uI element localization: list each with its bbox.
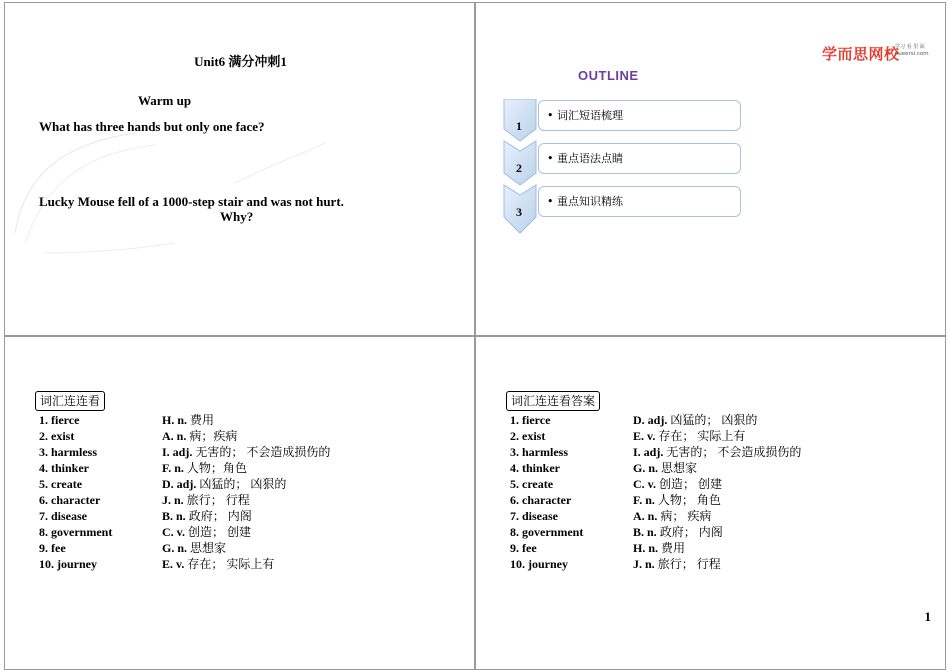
vocab-word: 7. disease: [510, 509, 558, 523]
vocab-row: [39, 556, 275, 572]
logo-text: 学而思网校: [822, 45, 900, 63]
vocab-row: [39, 412, 215, 428]
definition-meaning: 旅行； 行程: [657, 557, 721, 571]
vocab-definition: [633, 556, 721, 572]
page-number: 1: [924, 609, 931, 624]
definition-letter: C. v.: [633, 477, 657, 491]
definition-letter: H. n.: [162, 413, 188, 427]
definition-meaning: 人物；角色: [186, 461, 247, 475]
vocab-word: 5. create: [39, 477, 83, 491]
definition-meaning: 病； 疾病: [660, 509, 712, 523]
vocab-definition: [633, 508, 711, 524]
vocab-word: 4. thinker: [510, 461, 561, 475]
vocab-row: [510, 460, 698, 476]
vocab-row: [39, 524, 252, 540]
vocab-row: [510, 556, 721, 572]
definition-meaning: 创造； 创建: [659, 477, 723, 491]
vocab-word: 8. government: [510, 525, 584, 539]
outline-item-practice[interactable]: • 重点知识精练: [538, 186, 741, 217]
definition-letter: A. n.: [633, 509, 658, 523]
riddle-why: Why?: [220, 209, 254, 224]
slide-vocab-answers: [475, 336, 946, 670]
vocab-heading: 词汇连连看: [35, 391, 105, 411]
definition-meaning: 思想家: [190, 541, 227, 555]
definition-meaning: 存在； 实际上有: [658, 429, 746, 443]
definition-meaning: 无害的； 不会造成损伤的: [195, 445, 331, 459]
vocab-word: 3. harmless: [39, 445, 97, 459]
definition-meaning: 创造； 创建: [188, 525, 252, 539]
vocab-row: [39, 444, 331, 460]
vocab-answers-heading: 词汇连连看答案: [506, 391, 600, 411]
definition-meaning: 无害的； 不会造成损伤的: [666, 445, 802, 459]
vocab-definition: [162, 476, 286, 492]
vocab-definition: [162, 524, 251, 540]
definition-letter: I. adj.: [633, 445, 664, 459]
vocab-definition: [162, 412, 214, 428]
vocab-definition: [633, 476, 722, 492]
warm-up-heading: Warm up: [138, 93, 192, 108]
vocab-row: [510, 476, 723, 492]
definition-meaning: 凶猛的； 凶狠的: [199, 477, 287, 491]
definition-meaning: 人物； 角色: [657, 493, 721, 507]
definition-letter: J. n.: [162, 493, 184, 507]
vocab-row: [510, 492, 721, 508]
definition-meaning: 凶猛的； 凶狠的: [670, 413, 758, 427]
definition-meaning: 政府； 内阁: [188, 509, 252, 523]
definition-letter: B. n.: [162, 509, 186, 523]
vocab-row: [510, 524, 723, 540]
vocab-definition: [162, 428, 237, 444]
definition-meaning: 政府； 内阁: [659, 525, 723, 539]
slide-outline: [475, 2, 946, 336]
logo-subtitle: 学习 看 里 面: [895, 44, 925, 50]
vocab-word: 6. character: [39, 493, 101, 507]
definition-letter: G. n.: [162, 541, 188, 555]
vocab-row: [39, 540, 227, 556]
riddle-question: What has three hands but only one face?: [39, 119, 265, 134]
outline-number-1: 1: [516, 119, 522, 133]
definition-meaning: 费用: [190, 413, 215, 427]
vocab-row: [39, 508, 252, 524]
vocab-definition: [162, 460, 247, 476]
page-title: Unit6 满分冲刺1: [194, 54, 287, 69]
vocab-definition: [633, 492, 721, 508]
riddle-text: Lucky Mouse fell of a 1000-step stair and was not hurt.: [39, 194, 344, 209]
slide-warm-up: [4, 2, 475, 336]
vocab-word: 2. exist: [39, 429, 75, 443]
definition-letter: I. adj.: [162, 445, 193, 459]
vocab-row: [510, 412, 758, 428]
vocab-definition: [162, 444, 330, 460]
definition-letter: H. n.: [633, 541, 659, 555]
definition-meaning: 思想家: [661, 461, 698, 475]
outline-number-2: 2: [516, 161, 522, 175]
definition-meaning: 存在； 实际上有: [187, 557, 275, 571]
vocab-definition: [633, 444, 801, 460]
vocab-word: 8. government: [39, 525, 113, 539]
outline-number-3: 3: [516, 205, 522, 219]
vocab-word: 9. fee: [39, 541, 66, 555]
vocab-row: [39, 476, 287, 492]
definition-letter: B. n.: [633, 525, 657, 539]
vocab-word: 10. journey: [510, 557, 568, 571]
vocab-row: [39, 492, 250, 508]
vocab-row: [39, 460, 247, 476]
vocab-definition: [633, 460, 697, 476]
vocab-definition: [162, 508, 252, 524]
vocab-word: 5. create: [510, 477, 554, 491]
vocab-word: 4. thinker: [39, 461, 90, 475]
definition-letter: D. adj.: [162, 477, 197, 491]
vocab-definition: [633, 524, 723, 540]
vocab-definition: [633, 540, 685, 556]
vocab-word: 1. fierce: [39, 413, 80, 427]
vocab-definition: [633, 412, 757, 428]
vocab-word: 1. fierce: [510, 413, 551, 427]
definition-letter: F. n.: [633, 493, 655, 507]
definition-letter: E. v.: [162, 557, 185, 571]
definition-letter: F. n.: [162, 461, 184, 475]
vocab-word: 6. character: [510, 493, 572, 507]
vocab-row: [510, 444, 802, 460]
outline-title: OUTLINE: [578, 68, 639, 83]
vocab-row: [39, 428, 238, 444]
definition-letter: C. v.: [162, 525, 186, 539]
vocab-definition: [162, 556, 274, 572]
vocab-definition: [633, 428, 745, 444]
definition-letter: D. adj.: [633, 413, 668, 427]
logo-url: xueersi.com: [895, 51, 929, 57]
definition-letter: G. n.: [633, 461, 659, 475]
definition-meaning: 费用: [661, 541, 686, 555]
slide-vocab-match: [4, 336, 475, 670]
vocab-word: 2. exist: [510, 429, 546, 443]
vocab-row: [510, 540, 686, 556]
definition-meaning: 病；疾病: [189, 429, 238, 443]
vocab-word: 7. disease: [39, 509, 87, 523]
vocab-word: 9. fee: [510, 541, 537, 555]
vocab-definition: [162, 540, 226, 556]
vocab-word: 10. journey: [39, 557, 97, 571]
definition-letter: E. v.: [633, 429, 656, 443]
vocab-row: [510, 428, 746, 444]
definition-letter: A. n.: [162, 429, 187, 443]
outline-item-grammar[interactable]: • 重点语法点睛: [538, 143, 741, 174]
brand-logo: [822, 43, 929, 64]
definition-letter: J. n.: [633, 557, 655, 571]
vocab-word: 3. harmless: [510, 445, 568, 459]
definition-meaning: 旅行； 行程: [186, 493, 250, 507]
vocab-definition: [162, 492, 250, 508]
outline-item-vocabulary[interactable]: • 词汇短语梳理: [538, 100, 741, 131]
vocab-row: [510, 508, 712, 524]
